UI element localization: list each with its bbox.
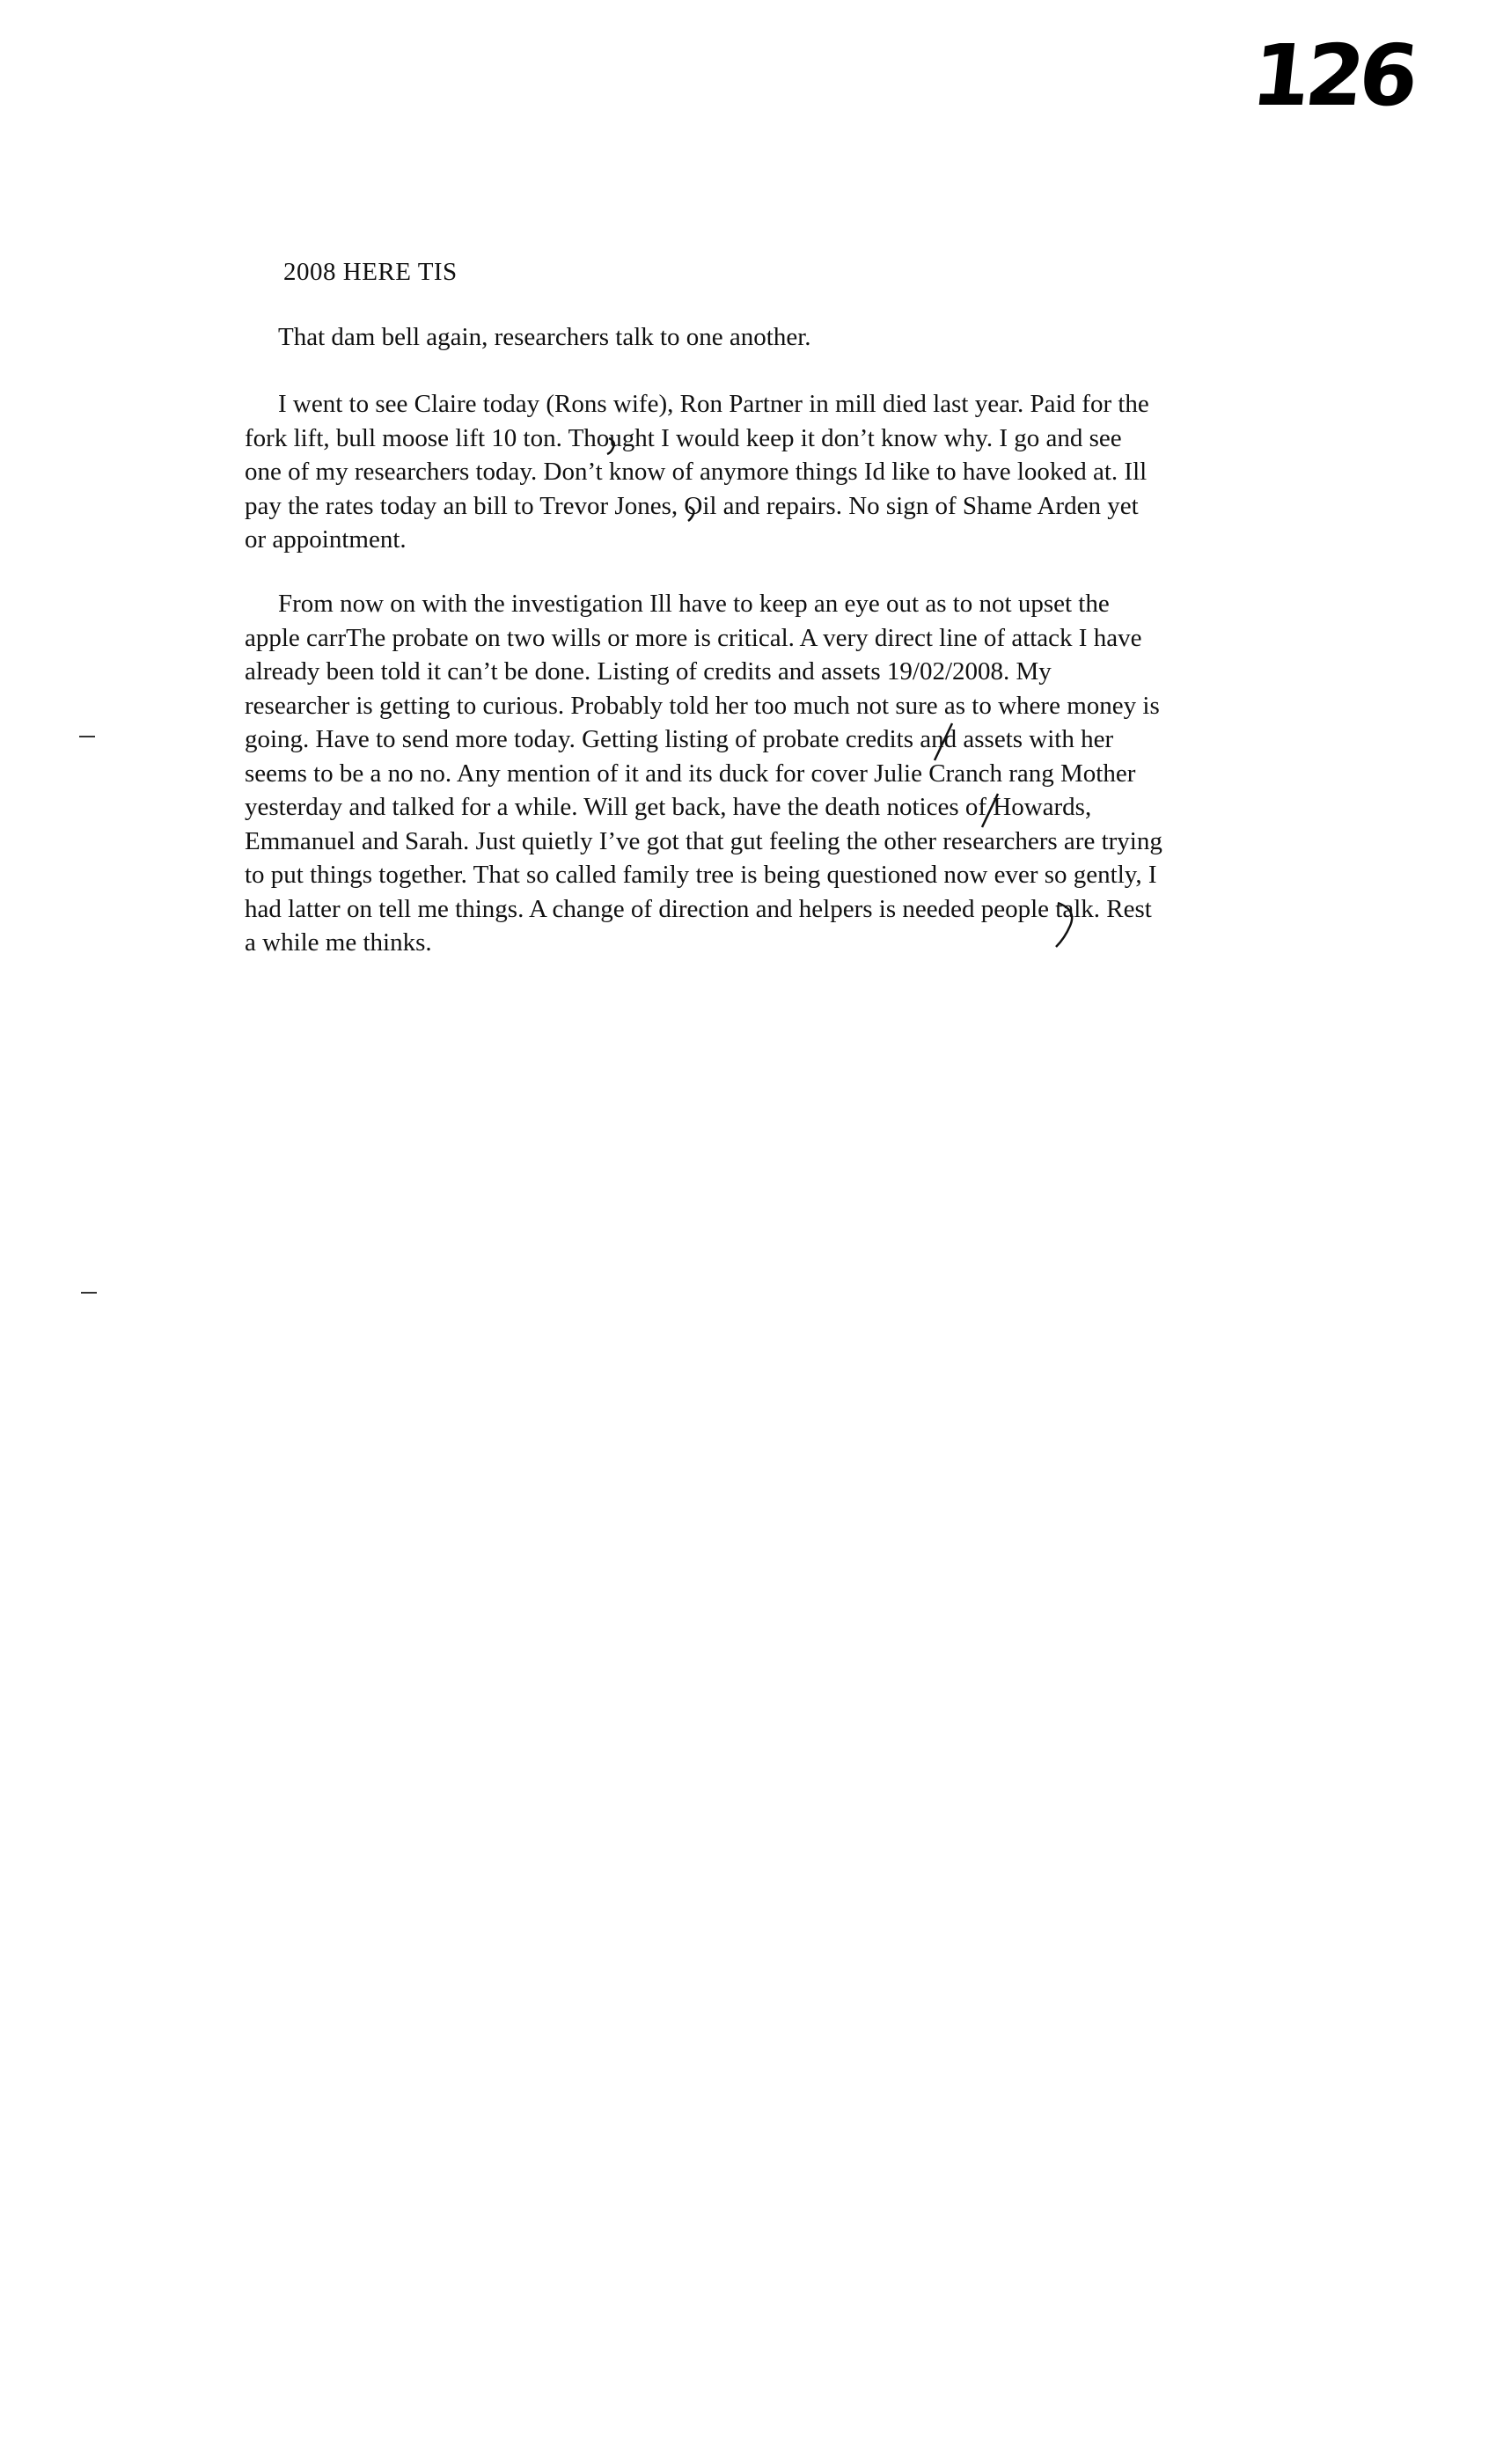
text-line: That dam bell again, researchers talk to one another. (278, 323, 811, 351)
paragraph-2 (245, 387, 1283, 557)
handwritten-page-number: 126 (1246, 26, 1418, 125)
text-line: already been told it can’t be done. Listing of credits and assets 19/02/2008. My (245, 657, 1052, 686)
text-line: or appointment. (245, 525, 407, 554)
text-line: a while me thinks. (245, 928, 432, 957)
paragraph-1 (245, 320, 1283, 355)
text-line: Emmanuel and Sarah. Just quietly I’ve got that gut feeling the other researchers are trying (245, 826, 1162, 855)
text-line: apple carrThe probate on two wills or more is critical. A very direct line of attack I have (245, 623, 1142, 652)
text-line: pay the rates today an bill to Trevor Jones, Oil and repairs. No sign of Shame Arden yet (245, 491, 1139, 520)
text-line: From now on with the investigation Ill have to keep an eye out as to not upset the (278, 590, 1110, 618)
text-line: yesterday and talked for a while. Will get back, have the death notices of Howards, (245, 793, 1092, 821)
text-line: seems to be a no no. Any mention of it and its duck for cover Julie Cranch rang Mother (245, 759, 1136, 788)
text-line: fork lift, bull moose lift 10 ton. Thought I would keep it don’t know why. I go and see (245, 423, 1122, 452)
text-line: one of my researchers today. Don’t know of anymore things Id like to have looked at. Ill (245, 458, 1148, 486)
paragraph-3 (245, 587, 1283, 960)
text-line: to put things together. That so called family tree is being questioned now ever so gently, I (245, 861, 1157, 889)
text-line: researcher is getting to curious. Probably told her too much not sure as to where money is (245, 691, 1160, 720)
document-heading: 2008 HERE TIS (283, 258, 458, 286)
text-line: going. Have to send more today. Getting listing of probate credits and assets with her (245, 725, 1114, 753)
margin-mark (81, 1292, 97, 1294)
text-line: I went to see Claire today (Rons wife), Ron Partner in mill died last year. Paid for the (278, 390, 1149, 418)
text-line: had latter on tell me things. A change of direction and helpers is needed people talk. Rest (245, 894, 1152, 923)
margin-mark (79, 736, 95, 737)
